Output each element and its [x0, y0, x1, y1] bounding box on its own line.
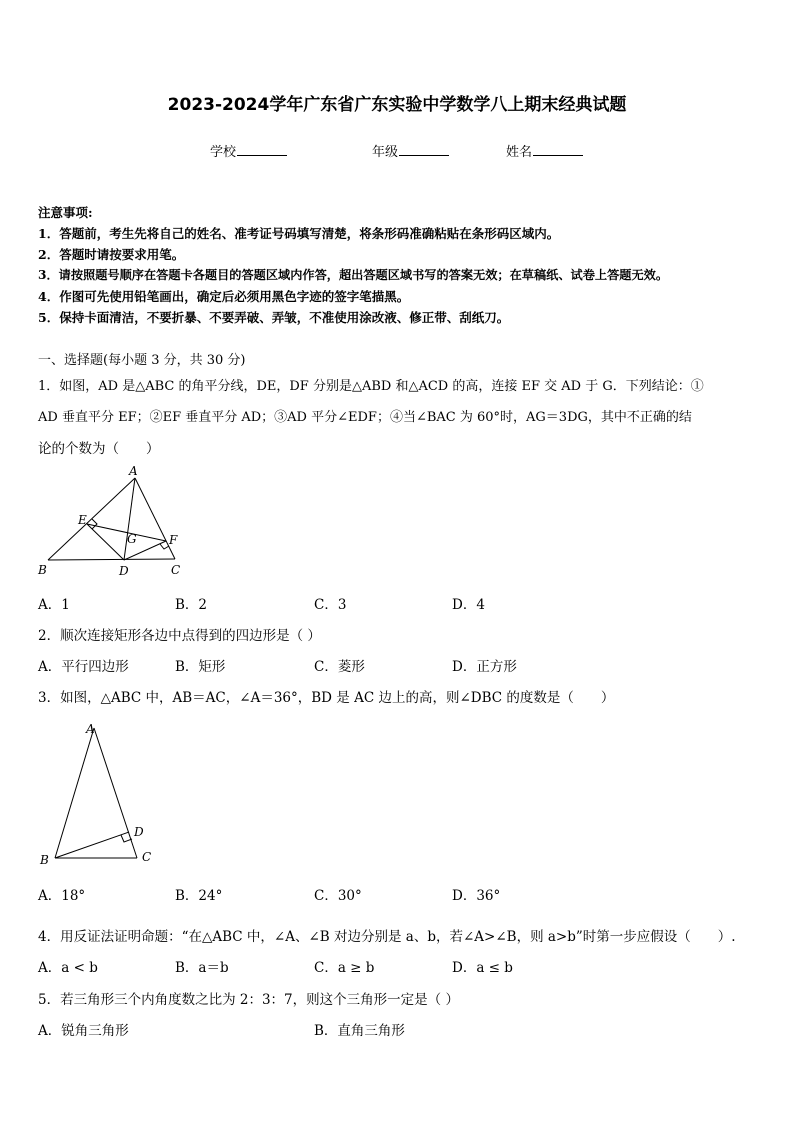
name-blank[interactable] — [533, 143, 583, 156]
q1-option-d[interactable]: D．4 — [452, 597, 485, 613]
q2-option-b[interactable]: B．矩形 — [175, 659, 226, 675]
q4-option-b[interactable]: B．a＝b — [175, 960, 229, 976]
q5-text: 5．若三角形三个内角度数之比为 2：3：7，则这个三角形一定是（ ） — [38, 992, 459, 1008]
label-d: D — [119, 564, 129, 578]
q1-figure — [35, 462, 195, 582]
q2-text: 2．顺次连接矩形各边中点得到的四边形是（ ） — [38, 628, 321, 644]
notice-item: 5．保持卡面清洁，不要折暴、不要弄破、弄皱，不准使用涂改液、修正带、刮纸刀。 — [38, 310, 510, 325]
school-blank[interactable] — [237, 143, 287, 156]
label-c: C — [171, 563, 181, 577]
label-c: C — [142, 850, 152, 864]
segment-ab — [55, 728, 94, 858]
school-label: 学校 — [210, 145, 237, 160]
label-a: A — [129, 464, 138, 478]
segment-ab — [48, 478, 135, 560]
label-b: B — [40, 853, 49, 867]
notice-heading: 注意事项: — [38, 205, 93, 220]
notice-item: 1．答题前，考生先将自己的姓名、准考证号码填写清楚，将条形码准确粘贴在条形码区域内。 — [38, 226, 560, 241]
segment-de — [87, 524, 124, 560]
grade-blank[interactable] — [399, 143, 449, 156]
notice-item: 4．作图可先使用铅笔画出，确定后必须用黑色字迹的签字笔描黑。 — [38, 289, 410, 304]
page-title: 2023-2024学年广东省广东实验中学数学八上期末经典试题 — [167, 95, 627, 115]
q4-option-d[interactable]: D．a ≤ b — [452, 960, 513, 976]
label-d: D — [134, 825, 144, 839]
q3-option-d[interactable]: D．36° — [452, 888, 501, 904]
q1-line1: 1．如图，AD 是△ABC 的角平分线，DE，DF 分别是△ABD 和△ACD 的高，连接 EF 交 AD 于 G．下列结论：① — [38, 379, 704, 394]
q4-option-a[interactable]: A．a < b — [38, 960, 98, 976]
label-b: B — [38, 563, 47, 577]
q4-text: 4．用反证法证明命题：“在△ABC 中，∠A、∠B 对边分别是 a、b，若∠A>∠B，则 a>b”时第一步应假设（ ）. — [38, 929, 736, 945]
notice-item: 2．答题时请按要求用笔。 — [38, 247, 185, 262]
segment-bc — [48, 559, 175, 560]
q2-option-c[interactable]: C．菱形 — [314, 659, 365, 675]
grade-field[interactable] — [372, 141, 449, 160]
q1-option-c[interactable]: C．3 — [314, 597, 347, 613]
q2-option-a[interactable]: A．平行四边形 — [38, 659, 129, 675]
segment-ac — [94, 728, 137, 858]
label-a: A — [86, 722, 95, 736]
q5-option-a[interactable]: A．锐角三角形 — [38, 1023, 129, 1039]
q1-line2: AD 垂直平分 EF；②EF 垂直平分 AD；③AD 平分∠EDF；④当∠BAC 为 60°时，AG＝3DG，其中不正确的结 — [38, 410, 692, 425]
q2-option-d[interactable]: D．正方形 — [452, 659, 517, 675]
q4-option-c[interactable]: C．a ≥ b — [314, 960, 375, 976]
grade-label: 年级 — [372, 145, 399, 160]
q1-line3: 论的个数为（ ） — [38, 441, 160, 457]
section-heading: 一、选择题(每小题 3 分，共 30 分) — [38, 353, 246, 368]
label-f: F — [169, 533, 178, 547]
q3-option-b[interactable]: B．24° — [175, 888, 223, 904]
q3-text: 3．如图，△ABC 中，AB＝AC，∠A＝36°，BD 是 AC 边上的高，则∠DBC 的度数是（ ） — [38, 690, 615, 706]
segment-bd — [55, 832, 129, 858]
q3-figure — [35, 718, 165, 870]
notice-item: 3．请按照题号顺序在答题卡各题目的答题区域内作答，超出答题区域书写的答案无效；在草稿纸、试卷上答题无效。 — [38, 268, 669, 282]
q1-option-a[interactable]: A．1 — [38, 597, 70, 613]
segment-ad — [124, 478, 135, 560]
label-g: G — [127, 532, 137, 546]
label-e: E — [78, 513, 87, 527]
school-field[interactable] — [210, 141, 287, 160]
name-label: 姓名 — [506, 145, 533, 160]
name-field[interactable] — [506, 141, 583, 160]
q3-option-a[interactable]: A．18° — [38, 888, 86, 904]
right-angle-e-icon — [92, 519, 97, 529]
q3-option-c[interactable]: C．30° — [314, 888, 362, 904]
q1-option-b[interactable]: B．2 — [175, 597, 208, 613]
q5-option-b[interactable]: B．直角三角形 — [314, 1023, 405, 1039]
